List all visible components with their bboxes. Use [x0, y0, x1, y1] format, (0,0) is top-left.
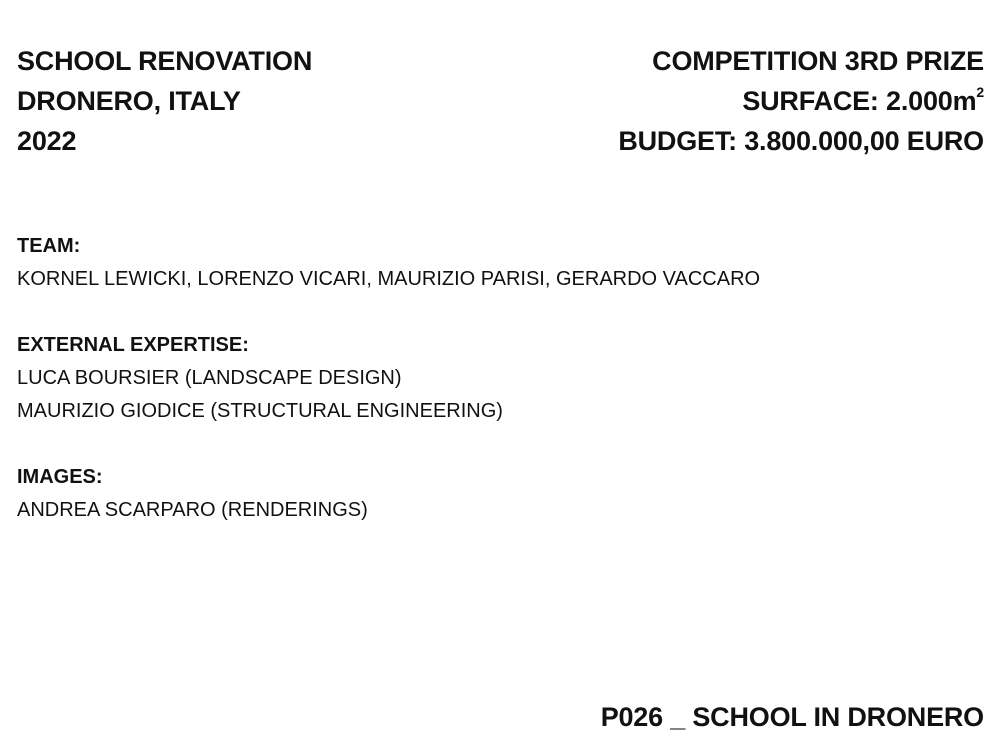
team-section [17, 230, 760, 296]
external-expert-structural: MAURIZIO GIODICE (STRUCTURAL ENGINEERING) [17, 400, 503, 422]
images-label: IMAGES: [17, 466, 103, 488]
project-facts [618, 41, 984, 161]
team-label: TEAM: [17, 235, 81, 257]
credits-block [17, 230, 760, 560]
budget-text: BUDGET: 3.800.000,00 EURO [618, 126, 984, 156]
project-header [17, 41, 312, 161]
project-location: DRONERO, ITALY [17, 86, 241, 116]
external-expertise-section [17, 329, 760, 428]
surface-value: SURFACE: 2.000m [742, 86, 977, 116]
external-expertise-label: EXTERNAL EXPERTISE: [17, 334, 249, 356]
team-members: KORNEL LEWICKI, LORENZO VICARI, MAURIZIO PARISI, GERARDO VACCARO [17, 268, 761, 290]
images-credit: ANDREA SCARPARO (RENDERINGS) [17, 499, 368, 521]
project-year: 2022 [17, 126, 77, 156]
award-text: COMPETITION 3RD PRIZE [652, 46, 984, 76]
project-title: SCHOOL RENOVATION [17, 46, 313, 76]
images-section [17, 461, 760, 527]
external-expert-landscape: LUCA BOURSIER (LANDSCAPE DESIGN) [17, 367, 402, 389]
surface-unit-superscript: 2 [976, 84, 984, 100]
surface-text [618, 81, 984, 121]
project-code-footer: P026 _ SCHOOL IN DRONERO [600, 702, 984, 732]
